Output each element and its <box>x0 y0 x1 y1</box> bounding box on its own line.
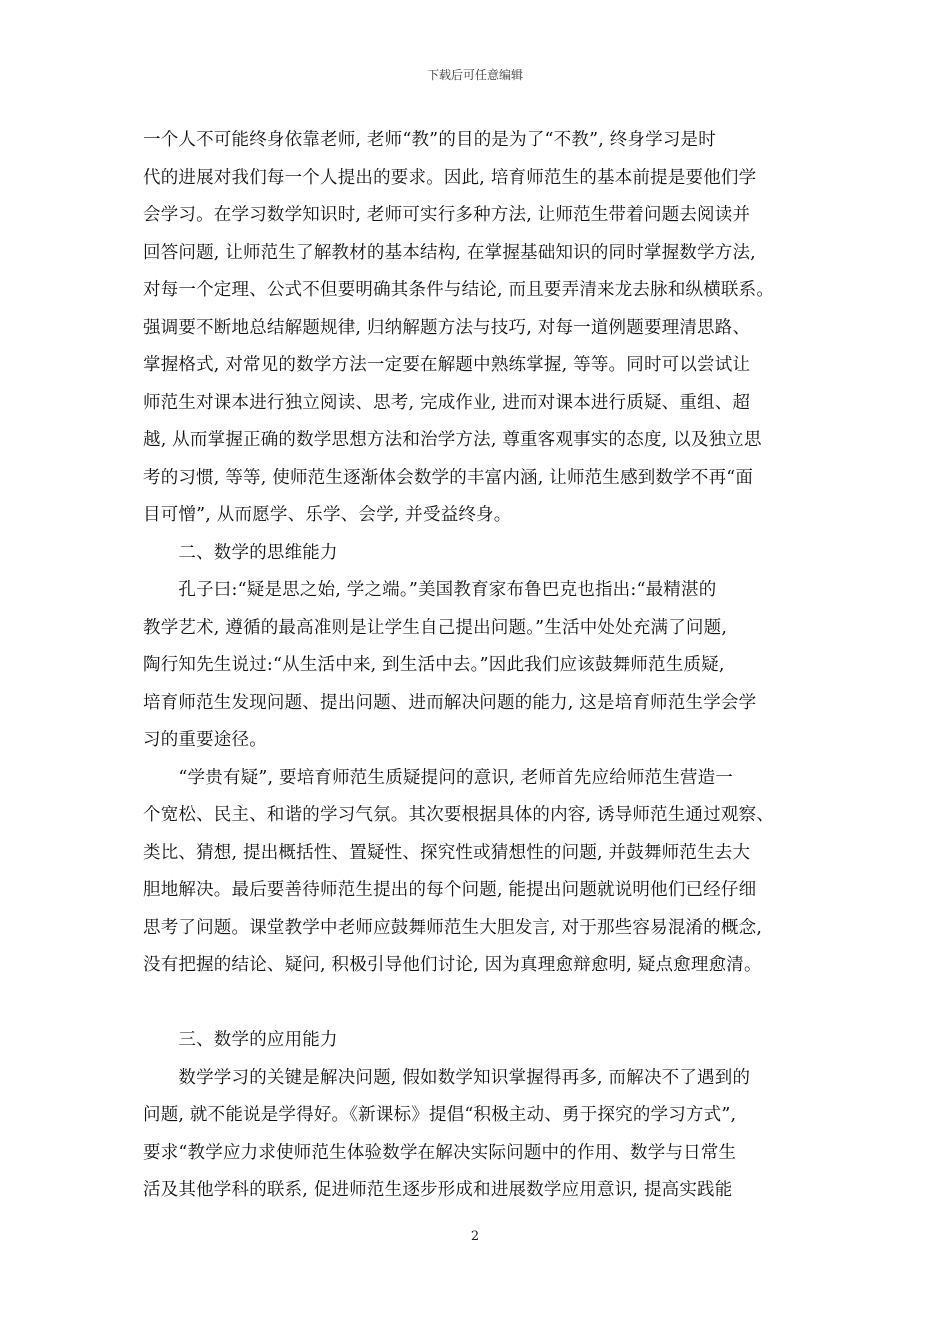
text-line: 对每一个定理、公式不但要明确其条件与结论, 而且要弄清来龙去脉和纵横联系。 <box>143 280 775 300</box>
text-line: 强调要不断地总结解题规律, 归纳解题方法与技巧, 对每一道例题要理清思路、 <box>143 317 751 338</box>
text-line: 考的习惯, 等等, 使师范生逐渐体会数学的丰富内涵, 让师范生感到数学不再“面 <box>143 467 754 488</box>
text-line: 教学艺术, 遵循的最高准则是让学生自己提出问题。”生活中处处充满了问题, <box>143 617 728 638</box>
text-line: 师范生对课本进行独立阅读、思考, 完成作业, 进而对课本进行质疑、重组、超 <box>143 392 751 413</box>
section-heading: 三、数学的应用能力 <box>143 1030 338 1050</box>
text-line: 活及其他学科的联系, 促进师范生逐步形成和进展数学应用意识, 提高实践能 <box>143 1180 733 1200</box>
text-line: 目可憎”, 从而愿学、乐学、会学, 并受益终身。 <box>143 505 512 525</box>
text-line: 个宽松、民主、和谐的学习气氛。其次要根据具体的内容, 诱导师范生通过观察、 <box>143 805 775 825</box>
text-line: 问题, 就不能说是学得好。《新课标》提倡“积极主动、勇于探究的学习方式”, <box>143 1105 737 1125</box>
text-line: 会学习。在学习数学知识时, 老师可实行多种方法, 让师范生带着问题去阅读并 <box>143 205 751 225</box>
page-header: 下载后可任意编辑 <box>426 68 523 82</box>
text-line: 没有把握的结论、疑问, 积极引导他们讨论, 因为真理愈辩愈明, 疑点愈理愈清。 <box>143 955 762 975</box>
text-line: 越, 从而掌握正确的数学思想方法和治学方法, 尊重客观事实的态度, 以及独立思 <box>143 430 762 450</box>
blank-line <box>143 985 808 1023</box>
text-line: 类比、猜想, 提出概括性、置疑性、探究性或猜想性的问题, 并鼓舞师范生去大 <box>143 842 751 863</box>
text-line: 习的重要途径。 <box>143 730 267 750</box>
section-heading: 二、数学的思维能力 <box>143 542 338 563</box>
text-line: 要求“教学应力求使师范生体验数学在解决实际问题中的作用、数学与日常生 <box>143 1142 737 1163</box>
page-number: 2 <box>470 1229 480 1244</box>
text-line: 数学学习的关键是解决问题, 假如数学知识掌握得再多, 而解决不了遇到的 <box>143 1067 751 1088</box>
text-line: 代的进展对我们每一个人提出的要求。因此, 培育师范生的基本前提是要他们学 <box>143 167 757 188</box>
document-body <box>143 122 808 1210</box>
text-line: 孔子曰:“疑是思之始, 学之端。”美国教育家布鲁巴克也指出:“最精湛的 <box>143 580 717 600</box>
text-line: 培育师范生发现问题、提出问题、进而解决问题的能力, 这是培育师范生学会学 <box>143 692 757 713</box>
text-line: “学贵有疑”, 要培育师范生质疑提问的意识, 老师首先应给师范生营造一 <box>143 767 734 788</box>
text-line: 思考了问题。课堂教学中老师应鼓舞师范生大胆发言, 对于那些容易混淆的概念, <box>143 917 763 938</box>
text-line: 回答问题, 让师范生了解教材的基本结构, 在掌握基础知识的同时掌握数学方法, <box>143 242 756 263</box>
text-line: 陶行知先生说过:“从生活中来, 到生活中去。”因此我们应该鼓舞师范生质疑, <box>143 655 725 675</box>
text-line: 一个人不可能终身依靠老师, 老师“教”的目的是为了“不教”, 终身学习是时 <box>143 130 716 150</box>
text-line: 掌握格式, 对常见的数学方法一定要在解题中熟练掌握, 等等。同时可以尝试让 <box>143 355 751 375</box>
text-line: 胆地解决。最后要善待师范生提出的每个问题, 能提出问题就说明他们已经仔细 <box>143 880 757 900</box>
